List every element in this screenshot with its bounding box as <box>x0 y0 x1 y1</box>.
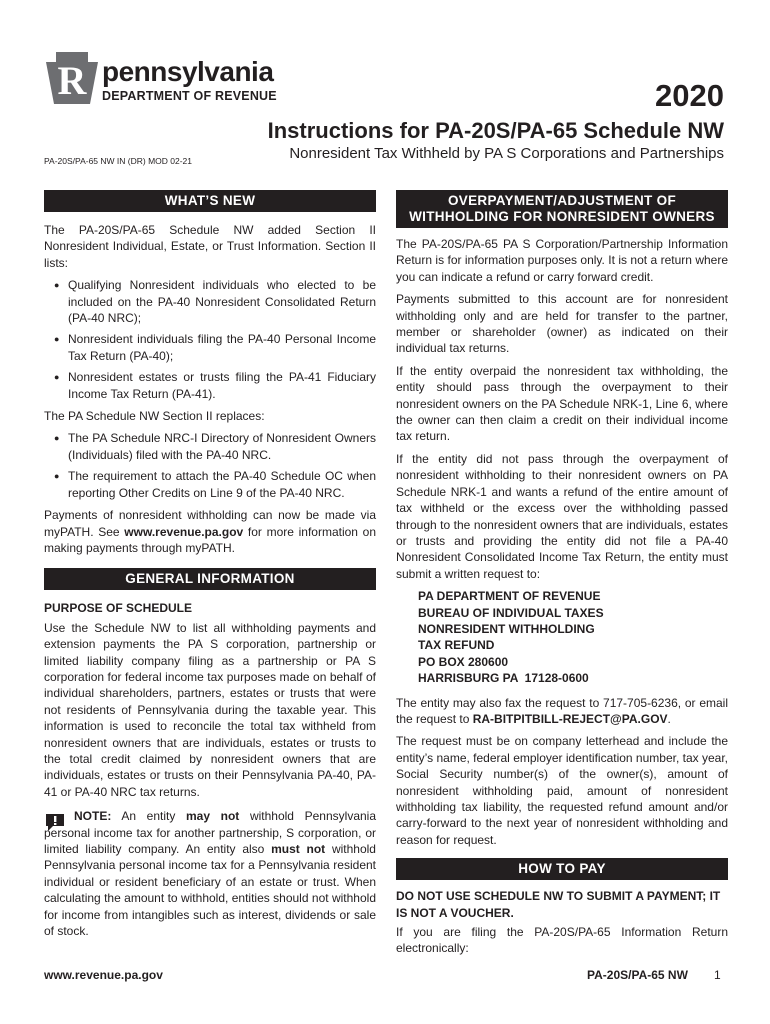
list-item: ● Nonresident estates or trusts filing the PA-41 Fiduciary Income Tax Return (PA-41). <box>44 369 376 402</box>
whats-new-intro: The PA-20S/PA-65 Schedule NW added Section II Nonresident Individual, Estate, or Trust Information. Section II lists: <box>44 223 376 270</box>
note-label: NOTE: <box>74 809 112 824</box>
left-column <box>44 190 376 945</box>
section-heading-general-information: GENERAL INFORMATION <box>44 568 376 590</box>
list-item: ● Nonresident individuals filing the PA-40 Personal Income Tax Return (PA-40); <box>44 331 376 364</box>
tax-year: 2020 <box>655 78 724 113</box>
right-column <box>396 190 728 963</box>
form-id: PA-20S/PA-65 NW IN (DR) MOD 02-21 <box>44 156 192 166</box>
note-part: withhold Pennsylvania personal income tax for a Pennsylvania resident individual or resident beneficiary of an estate or trust. When calculating the amount to withhold, entities should not withhold for income from intangibles such as interest, dividends or sale of stock. <box>44 842 376 939</box>
footer-form-id: PA-20S/PA-65 NW <box>587 968 688 982</box>
mypath-text-1: Payments of nonresident withholding can now be made via myPATH. See <box>44 508 376 539</box>
email-link[interactable]: RA-BITPITBILL-REJECT@PA.GOV <box>472 711 668 726</box>
replaces-text: The PA Schedule NW Section II replaces: <box>44 409 265 424</box>
page-number: 1 <box>714 968 721 982</box>
section-heading-whats-new: WHAT’S NEW <box>44 190 376 212</box>
payment-warning: DO NOT USE SCHEDULE NW TO SUBMIT A PAYMENT; IT IS NOT A VOUCHER. <box>396 889 721 920</box>
keystone-logo <box>44 50 100 111</box>
fax-text-end: . <box>667 711 671 726</box>
purpose-text: Use the Schedule NW to list all withholding payments and extension payments the PA S corporation, partnership or limited liability company filing as a partnership or PA S corporation for federal income tax purposes made on behalf of individual shareholders, partners, estates or trusts that were not residents of Pennsylvania during the taxable year. This information is used to reconcile the total tax withheld from nonresident owners that are individuals, estates or trusts to the total credit claimed by nonresident owners that are individuals, estates or trusts on their Pennsylvania PA-40, PA-41 or PA-40 NRC tax returns. <box>44 620 376 799</box>
footer-url[interactable]: www.revenue.pa.gov <box>44 968 163 982</box>
section-ii-list <box>44 277 376 402</box>
overpayment-p2: Payments submitted to this account are for nonresident withholding only and are held for transfer to the partner, member or shareholder (owner) as indicated on their individual tax returns. <box>396 292 728 356</box>
mailing-address <box>396 588 728 686</box>
note-block <box>44 808 376 939</box>
mypath-paragraph <box>44 507 376 556</box>
address-line: BUREAU OF INDIVIDUAL TAXES <box>418 605 604 620</box>
address-line: PA DEPARTMENT OF REVENUE <box>418 589 601 604</box>
logo-letter: R <box>57 58 87 103</box>
page-title: Instructions for PA-20S/PA-65 Schedule NW <box>267 118 724 143</box>
address-line: NONRESIDENT WITHHOLDING <box>418 621 595 636</box>
address-line: PO BOX 280600 <box>418 654 509 669</box>
section-heading-overpayment: OVERPAYMENT/ADJUSTMENT OF WITHHOLDING FOR NONRESIDENT OWNERS <box>396 190 728 228</box>
address-line: TAX REFUND <box>418 638 495 653</box>
how-to-pay-p1: If you are filing the PA-20S/PA-65 Information Return electronically: <box>396 925 728 956</box>
revenue-link[interactable]: www.revenue.pa.gov <box>124 524 244 539</box>
fax-text: The entity may also fax the request to 717-705-6236, or email the request to <box>396 695 728 726</box>
note-text <box>44 808 376 939</box>
replaces-list <box>44 430 376 501</box>
list-item: ● The PA Schedule NRC-I Directory of Nonresident Owners (Individuals) filed with the PA-40 NRC. <box>44 430 376 463</box>
note-part: withhold Pennsylvania personal income tax for another partnership, S corporation, or limited liability company. An entity also <box>44 809 377 856</box>
brand-department: DEPARTMENT OF REVENUE <box>102 89 277 103</box>
list-item: ● The requirement to attach the PA-40 Schedule OC when reporting Other Credits on Line 9 of the PA-40 NRC. <box>44 468 376 501</box>
section-heading-how-to-pay: HOW TO PAY <box>396 858 728 880</box>
note-part: An entity <box>111 809 186 824</box>
overpayment-p1: The PA-20S/PA-65 PA S Corporation/Partnership Information Return is for information purposes only. It is not a return where you can indicate a refund or carry forward credit. <box>396 237 728 284</box>
brand <box>102 58 277 103</box>
fax-email-paragraph <box>396 695 728 728</box>
overpayment-p3: If the entity overpaid the nonresident tax withholding, the entity should pass through the overpayment to their nonresident owners on the PA Schedule NRK-1, Line 6, where the owner can then claim a credit on their individual income tax return. <box>396 363 728 444</box>
overpayment-p6: The request must be on company letterhead and include the entity’s name, federal employer identification number, tax year, Social Security number(s) of the owner(s), amount of nonresident withholding paid, amount of nonresident withholding tax liability, the requested refund amount and/or carry-forward to the next year of nonresident withholding and reason for request. <box>396 734 728 847</box>
list-item: ● Qualifying Nonresident individuals who elected to be included on the PA-40 Nonresident Consolidated Return (PA-40 NRC); <box>44 277 376 326</box>
mypath-text-2: for more information on making payments through myPATH. <box>44 524 376 555</box>
exclamation-icon <box>44 812 66 832</box>
overpayment-p4: If the entity did not pass through the overpayment of nonresident withholding to their nonresident owners on PA Schedule NRK-1 and wants a refund of the entire amount of tax withheld or the excess over the withholding passed through to the nonresident owners that are individuals, estates or trusts and providing the entity did not file a PA-40 Nonresident Consolidated Income Tax Return, the entity must submit a written request to: <box>396 451 728 581</box>
note-emphasis: must not <box>271 842 326 856</box>
purpose-heading: PURPOSE OF SCHEDULE <box>44 601 193 616</box>
address-line: HARRISBURG PA 17128-0600 <box>418 671 589 686</box>
note-emphasis: may not <box>185 809 240 824</box>
brand-name: pennsylvania <box>102 56 274 87</box>
page-subtitle: Nonresident Tax Withheld by PA S Corporations and Partnerships <box>289 145 724 162</box>
